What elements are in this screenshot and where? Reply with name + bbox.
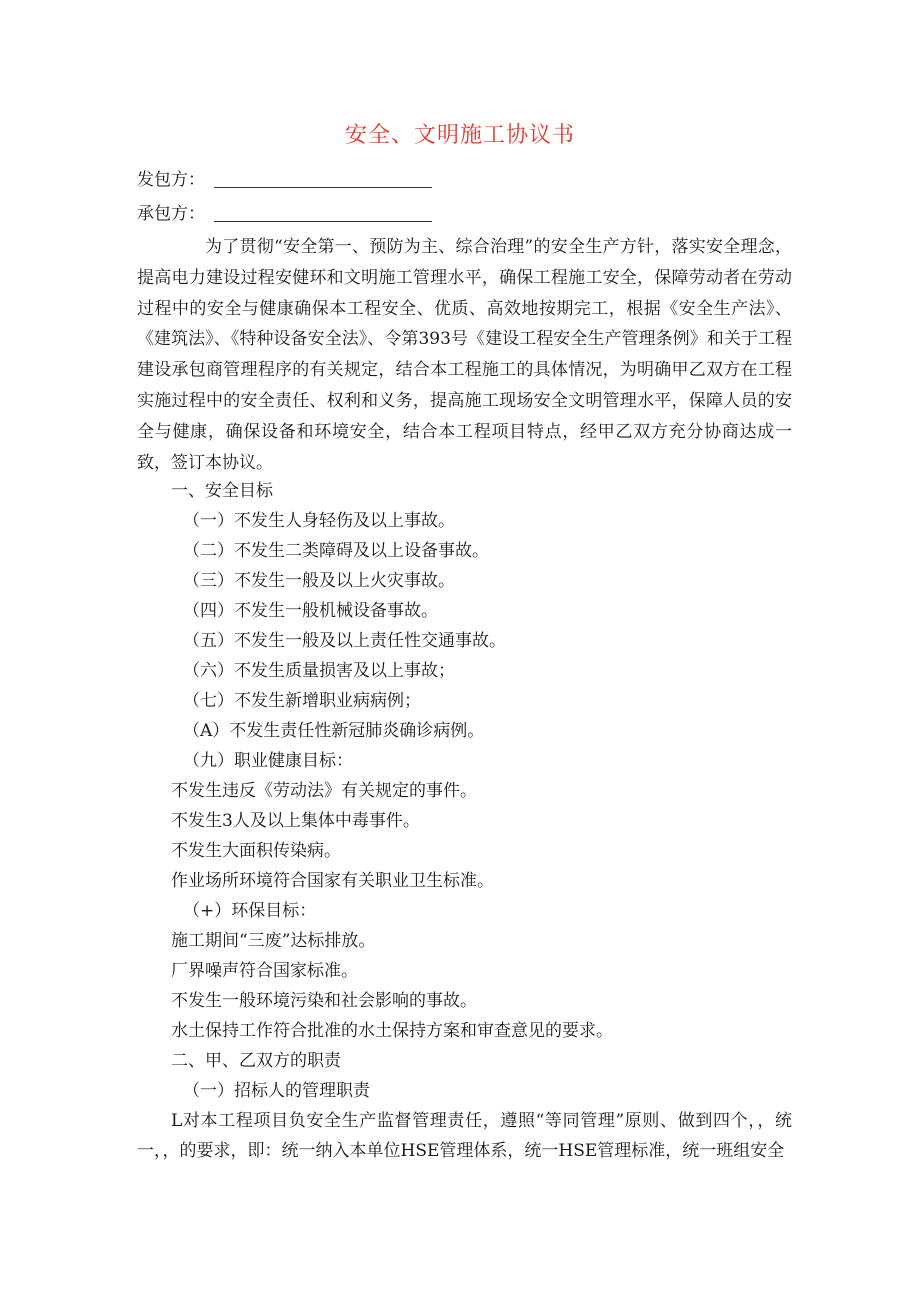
env-item: 施工期间“三废”达标排放。: [171, 931, 376, 951]
goal-item: （七）不发生新增职业病病例；: [183, 691, 421, 711]
health-item: 不发生大面积传染病。: [171, 841, 341, 861]
duty-paragraph: L对本工程项目负安全生产监督管理责任，遵照“等同管理”原则、做到四个，，统一，，的要求，即：统一纳入本单位HSE管理体系，统一HSE管理标准，统一班组安全: [137, 1111, 792, 1161]
contractor-blank-line: [214, 221, 432, 222]
goal-item: （四）不发生一般机械设备事故。: [183, 601, 438, 621]
contractor-label: 承包方：: [137, 204, 205, 224]
goal-item: （二）不发生二类障碍及以上设备事故。: [183, 541, 489, 561]
employer-blank-line: [214, 187, 432, 188]
section-heading-safety-goals: 一、安全目标: [171, 481, 273, 501]
intro-paragraph: 为了贯彻“安全第一、预防为主、综合治理”的安全生产方针，落实安全理念，提高电力建设过程安健环和文明施工管理水平，确保工程施工安全，保障劳动者在劳动过程中的安全与健康确保本工程安全、优质、高效地按期完工，根据《安全生产法》、《建筑法》、《特种设备安全法》、令第393号《建设工程安全生产管理条例》和关于工程建设承包商管理程序的有关规定，结合本工程施工的具体情况，为明确甲乙双方在工程实施过程中的安全责任、权利和义务，提高施工现场安全文明管理水平，保障人员的安全与健康，确保设备和环境安全，结合本工程项目特点，经甲乙双方充分协商达成一致，签订本协议。: [137, 237, 792, 473]
goal-item: （九）职业健康目标：: [183, 751, 353, 771]
section-heading-duties: 二、甲、乙双方的职责: [171, 1051, 341, 1071]
env-heading: （+）环保目标：: [183, 901, 317, 921]
env-item: 水土保持工作符合批准的水土保持方案和审查意见的要求。: [171, 1021, 613, 1041]
goal-item: （一）不发生人身轻伤及以上事故。: [183, 511, 455, 531]
employer-field: [137, 168, 209, 192]
document-title: 安全、文明施工协议书: [344, 123, 575, 148]
employer-label: 发包方：: [137, 170, 205, 190]
health-item: 不发生3人及以上集体中毒事件。: [171, 811, 420, 831]
subsection-heading: （一）招标人的管理职责: [183, 1081, 370, 1101]
goal-item: （三）不发生一般及以上火灾事故。: [183, 571, 455, 591]
goal-item: （A）不发生责任性新冠肺炎确诊病例。: [183, 721, 485, 741]
health-item: 不发生违反《劳动法》有关规定的事件。: [171, 781, 477, 801]
env-item: 厂界噪声符合国家标准。: [171, 961, 358, 981]
contractor-field: [137, 202, 209, 226]
goal-item: （六）不发生质量损害及以上事故；: [183, 661, 455, 681]
goal-item: （五）不发生一般及以上责任性交通事故。: [183, 631, 506, 651]
env-item: 不发生一般环境污染和社会影响的事故。: [171, 991, 477, 1011]
health-item: 作业场所环境符合国家有关职业卫生标准。: [171, 871, 494, 891]
